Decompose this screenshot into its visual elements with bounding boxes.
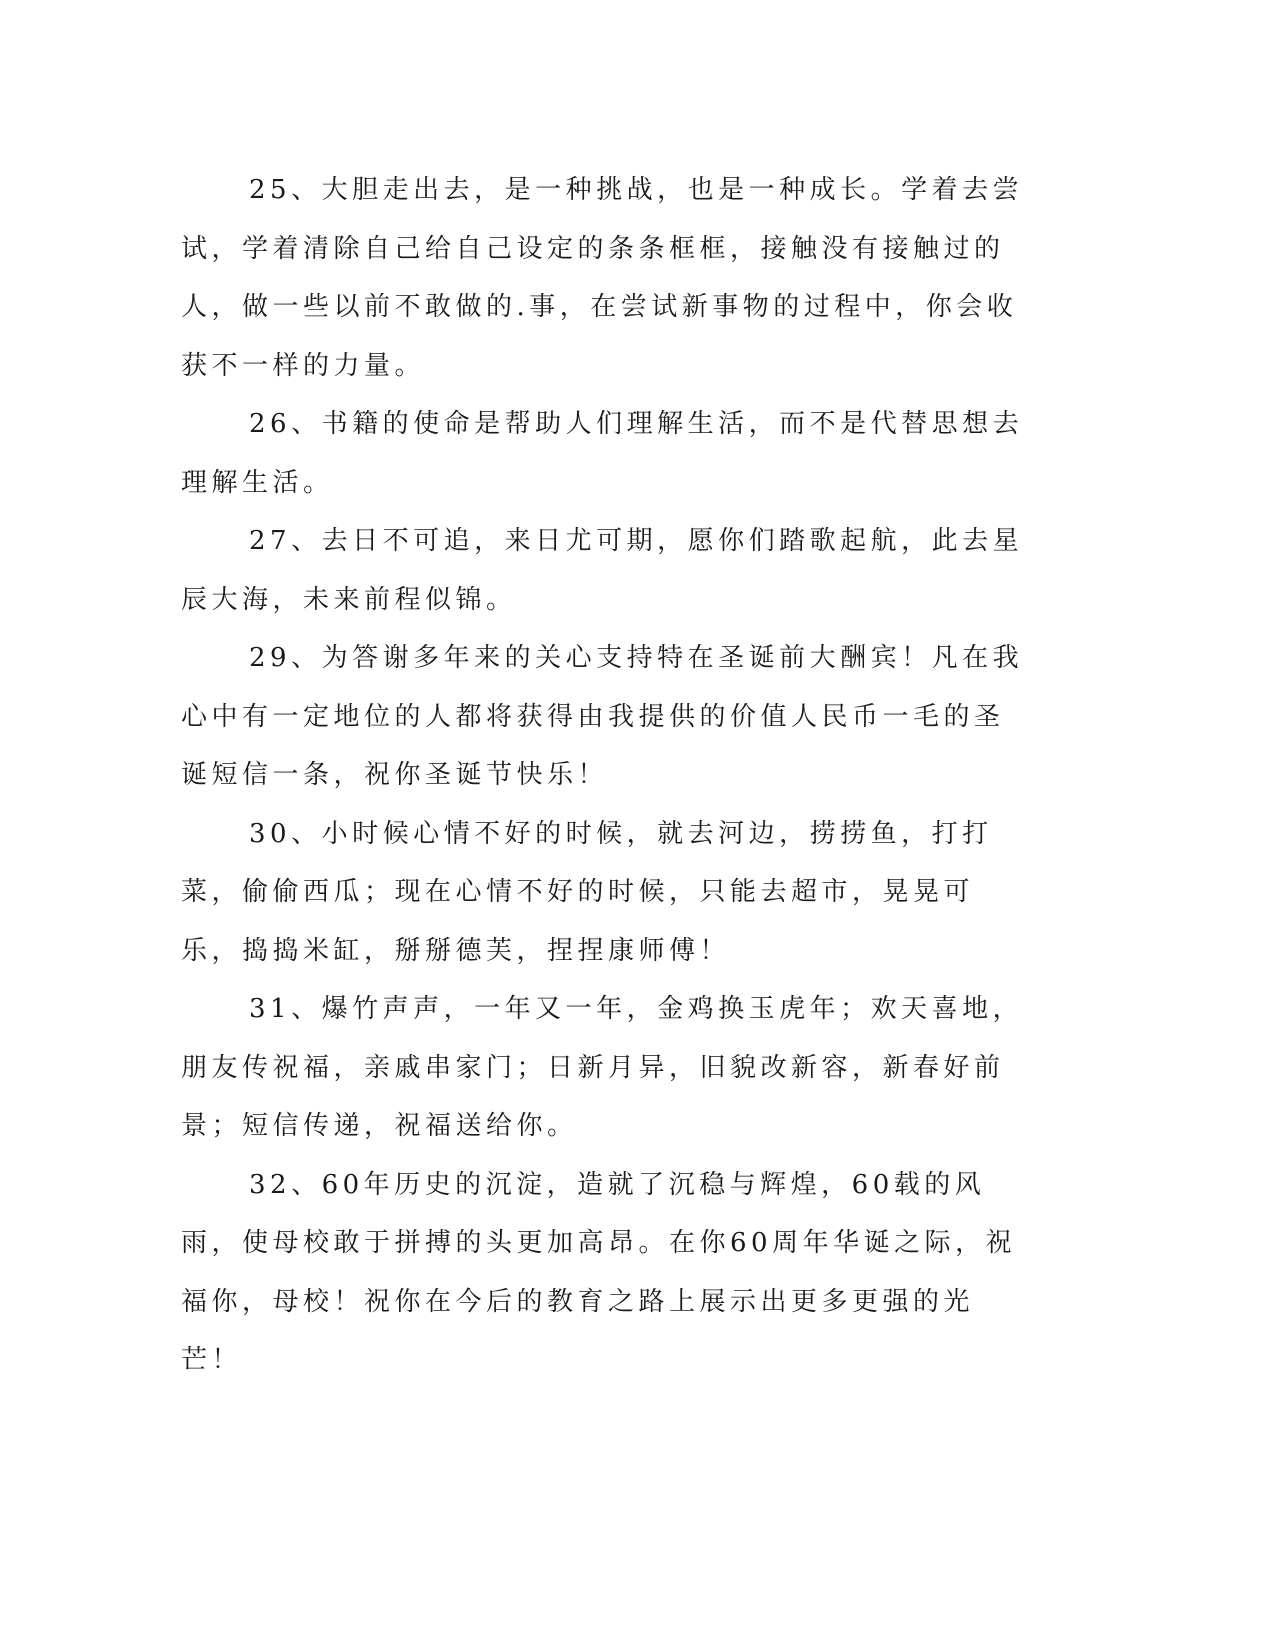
paragraph-31: 31、爆竹声声，一年又一年，金鸡换玉虎年；欢天喜地，朋友传祝福，亲戚串家门；日新月异，旧貌改新容，新春好前景；短信传递，祝福送给你。 bbox=[181, 994, 1024, 1141]
paragraph-30: 30、小时候心情不好的时候，就去河边，捞捞鱼，打打菜，偷偷西瓜；现在心情不好的时候，只能去超市，晃晃可乐，捣捣米缸，掰掰德芙，捏捏康师傅！ bbox=[181, 818, 993, 966]
paragraph-25: 25、大胆走出去，是一种挑战，也是一种成长。学着去尝试，学着清除自己给自己设定的条条框框，接触没有接触过的人，做一些以前不敢做的.事，在尝试新事物的过程中，你会收获不一样的力量。 bbox=[181, 175, 1024, 381]
paragraph-29: 29、为答谢多年来的关心支持特在圣诞前大酬宾！凡在我心中有一定地位的人都将获得由我提供的价值人民币一毛的圣诞短信一条，祝你圣诞节快乐！ bbox=[181, 643, 1024, 790]
paragraph-27: 27、去日不可追，来日尤可期，愿你们踏歌起航，此去星辰大海，未来前程似锦。 bbox=[181, 526, 1024, 615]
paragraph-26: 26、书籍的使命是帮助人们理解生活，而不是代替思想去理解生活。 bbox=[181, 409, 1024, 498]
document-body bbox=[181, 161, 1027, 1390]
paragraph-32: 32、60年历史的沉淀，造就了沉稳与辉煌，60载的风雨，使母校敢于拼搏的头更加高昂。在你60周年华诞之际，祝福你，母校！祝你在今后的教育之路上展示出更多更强的光芒！ bbox=[181, 1169, 1017, 1375]
